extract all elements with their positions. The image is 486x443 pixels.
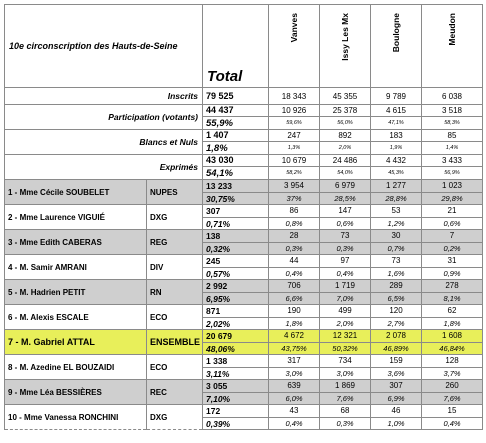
candidate-row — [5, 230, 483, 243]
candidate-pct-total: 48,06% — [203, 343, 269, 355]
candidate-total: 13 233 — [203, 180, 269, 193]
candidate-total: 138 — [203, 230, 269, 243]
candidate-name: Samir AMRANI — [30, 262, 87, 272]
candidate-value: 31 — [422, 255, 483, 268]
candidate-pct: 0,4% — [269, 268, 320, 280]
candidate-pct-total: 0,71% — [203, 218, 269, 230]
candidate-value: 68 — [320, 405, 371, 418]
candidate-name-cell — [5, 180, 147, 205]
summary-pct: 59,6% — [269, 117, 320, 130]
candidate-value: 317 — [269, 355, 320, 368]
candidate-title: M. — [19, 262, 29, 272]
candidate-name: Alexis ESCALE — [30, 312, 89, 322]
candidate-total: 2 992 — [203, 280, 269, 293]
candidate-number: 2 - — [8, 212, 18, 222]
summary-value: 3 433 — [422, 155, 483, 167]
candidate-row — [5, 180, 483, 193]
summary-total: 79 525 — [203, 88, 269, 105]
candidate-name-cell — [5, 380, 147, 405]
candidate-value: 43 — [269, 405, 320, 418]
candidate-title: Mme — [19, 187, 38, 197]
candidate-party: RN — [147, 280, 203, 305]
candidate-pct: 0,9% — [422, 268, 483, 280]
candidate-party: DXG — [147, 405, 203, 430]
summary-value: 10 926 — [269, 105, 320, 117]
candidate-total: 3 055 — [203, 380, 269, 393]
candidate-title: Mme — [19, 387, 38, 397]
candidate-pct: 1,8% — [269, 318, 320, 330]
candidate-value: 1 719 — [320, 280, 371, 293]
summary-pct: 54,0% — [320, 167, 371, 180]
candidate-value: 706 — [269, 280, 320, 293]
summary-pct: 47,1% — [371, 117, 422, 130]
candidate-party: ECO — [147, 355, 203, 380]
summary-pct: 1,3% — [269, 142, 320, 155]
candidate-value: 3 954 — [269, 180, 320, 193]
candidate-number: 4 - — [8, 262, 18, 272]
candidate-number: 8 - — [8, 362, 18, 372]
summary-pct-total: 55,9% — [203, 117, 269, 130]
summary-value: 4 432 — [371, 155, 422, 167]
candidate-pct: 0,6% — [422, 218, 483, 230]
candidate-party: DIV — [147, 255, 203, 280]
candidate-pct: 6,5% — [371, 293, 422, 305]
candidate-title: M. — [19, 362, 29, 372]
summary-pct-total: 1,8% — [203, 142, 269, 155]
candidate-value: 1 023 — [422, 180, 483, 193]
summary-value: 85 — [422, 130, 483, 142]
candidate-name: Edith CABERAS — [40, 237, 102, 247]
candidate-value: 73 — [320, 230, 371, 243]
candidate-pct-total: 6,95% — [203, 293, 269, 305]
candidate-pct: 37% — [269, 193, 320, 205]
summary-label: Blancs et Nuls — [5, 130, 203, 155]
summary-value: 183 — [371, 130, 422, 142]
candidate-name: Léa BESSIÈRES — [40, 387, 102, 397]
summary-pct: 58,3% — [422, 117, 483, 130]
candidate-pct: 28,8% — [371, 193, 422, 205]
candidate-pct-total: 0,32% — [203, 243, 269, 255]
candidate-title: M. — [19, 312, 29, 322]
candidate-pct: 2,7% — [371, 318, 422, 330]
summary-label: Inscrits — [5, 88, 203, 105]
candidate-value: 4 672 — [269, 330, 320, 343]
candidate-value: 128 — [422, 355, 483, 368]
summary-pct: 45,3% — [371, 167, 422, 180]
candidate-number: 1 - — [8, 187, 18, 197]
candidate-value: 1 869 — [320, 380, 371, 393]
candidate-value: 46 — [371, 405, 422, 418]
candidate-pct: 8,1% — [422, 293, 483, 305]
candidate-value: 120 — [371, 305, 422, 318]
summary-pct: 58,2% — [269, 167, 320, 180]
candidate-pct-total: 30,75% — [203, 193, 269, 205]
header-row — [5, 5, 483, 88]
candidate-total: 245 — [203, 255, 269, 268]
summary-value: 10 679 — [269, 155, 320, 167]
summary-value: 892 — [320, 130, 371, 142]
summary-value: 25 378 — [320, 105, 371, 117]
summary-pct: 1,9% — [371, 142, 422, 155]
candidate-value: 86 — [269, 205, 320, 218]
candidate-value: 734 — [320, 355, 371, 368]
candidate-row — [5, 355, 483, 368]
candidate-pct: 1,2% — [371, 218, 422, 230]
summary-value: 4 615 — [371, 105, 422, 117]
candidate-party: NUPES — [147, 180, 203, 205]
summary-row — [5, 105, 483, 117]
candidate-title: Mme — [24, 412, 43, 422]
candidate-value: 15 — [422, 405, 483, 418]
candidate-value: 30 — [371, 230, 422, 243]
candidate-total: 871 — [203, 305, 269, 318]
summary-pct: 2,0% — [320, 142, 371, 155]
candidate-value: 97 — [320, 255, 371, 268]
summary-value: 9 789 — [371, 88, 422, 105]
candidate-number: 5 - — [8, 287, 18, 297]
candidate-pct: 0,4% — [269, 418, 320, 430]
table-title: 10e circonscription des Hauts-de-Seine — [5, 5, 203, 88]
summary-value: 247 — [269, 130, 320, 142]
candidate-value: 44 — [269, 255, 320, 268]
summary-pct: 56,0% — [320, 117, 371, 130]
summary-label: Participation (votants) — [5, 105, 203, 130]
candidate-value: 62 — [422, 305, 483, 318]
candidate-row — [5, 305, 483, 318]
candidate-value: 289 — [371, 280, 422, 293]
candidate-value: 2 078 — [371, 330, 422, 343]
candidate-pct: 2,0% — [320, 318, 371, 330]
candidate-name: Cécile SOUBELET — [40, 187, 110, 197]
candidate-value: 12 321 — [320, 330, 371, 343]
candidate-pct: 0,3% — [269, 243, 320, 255]
candidate-title: M. — [19, 287, 29, 297]
candidate-row — [5, 280, 483, 293]
candidate-pct: 29,8% — [422, 193, 483, 205]
candidate-value: 1 608 — [422, 330, 483, 343]
candidate-pct: 6,6% — [269, 293, 320, 305]
candidate-pct: 1,0% — [371, 418, 422, 430]
candidate-pct: 3,6% — [371, 368, 422, 380]
summary-total: 43 030 — [203, 155, 269, 167]
summary-row — [5, 130, 483, 142]
candidate-name: Hadrien PETIT — [30, 287, 86, 297]
candidate-name-cell — [5, 205, 147, 230]
summary-value: 3 518 — [422, 105, 483, 117]
candidate-number: 7 - — [8, 337, 19, 347]
candidate-name-cell — [5, 230, 147, 255]
candidate-pct: 1,8% — [422, 318, 483, 330]
candidate-pct: 1,6% — [371, 268, 422, 280]
candidate-total: 307 — [203, 205, 269, 218]
candidate-value: 499 — [320, 305, 371, 318]
summary-value: 45 355 — [320, 88, 371, 105]
candidate-name-cell — [5, 305, 147, 330]
candidate-value: 190 — [269, 305, 320, 318]
candidate-pct-total: 3,11% — [203, 368, 269, 380]
candidate-value: 260 — [422, 380, 483, 393]
candidate-pct: 28,5% — [320, 193, 371, 205]
candidate-number: 10 - — [8, 412, 22, 422]
candidate-pct: 0,4% — [422, 418, 483, 430]
summary-value: 18 343 — [269, 88, 320, 105]
summary-total: 1 407 — [203, 130, 269, 142]
candidate-number: 6 - — [8, 312, 18, 322]
candidate-value: 278 — [422, 280, 483, 293]
candidate-pct-total: 2,02% — [203, 318, 269, 330]
commune-header-boulogne: Boulogne — [371, 5, 422, 88]
candidate-total: 1 338 — [203, 355, 269, 368]
candidate-value: 307 — [371, 380, 422, 393]
candidate-row — [5, 405, 483, 418]
candidate-pct: 6,0% — [269, 393, 320, 405]
candidate-party: ENSEMBLE — [147, 330, 203, 355]
commune-header-issy: Issy Les Mx — [320, 5, 371, 88]
candidate-name: Vanessa RONCHINI — [44, 412, 119, 422]
candidate-pct-total: 0,39% — [203, 418, 269, 430]
candidate-pct: 0,8% — [269, 218, 320, 230]
candidate-name: Laurence VIGUIÉ — [40, 212, 105, 222]
candidate-name-cell — [5, 255, 147, 280]
candidate-pct: 0,4% — [320, 268, 371, 280]
candidate-name-cell — [5, 280, 147, 305]
candidate-title: Mme — [19, 212, 38, 222]
summary-value: 24 486 — [320, 155, 371, 167]
candidate-row — [5, 205, 483, 218]
candidate-name-cell — [5, 355, 147, 380]
candidate-row — [5, 330, 483, 343]
candidate-party: REC — [147, 380, 203, 405]
candidate-pct: 46,89% — [371, 343, 422, 355]
candidate-pct: 3,0% — [269, 368, 320, 380]
candidate-value: 73 — [371, 255, 422, 268]
candidate-value: 7 — [422, 230, 483, 243]
candidate-pct: 7,0% — [320, 293, 371, 305]
candidate-title: M. — [21, 337, 32, 347]
candidate-value: 147 — [320, 205, 371, 218]
candidate-pct: 6,9% — [371, 393, 422, 405]
candidate-pct: 43,75% — [269, 343, 320, 355]
candidate-party: REG — [147, 230, 203, 255]
candidate-pct: 46,84% — [422, 343, 483, 355]
candidate-pct-total: 0,57% — [203, 268, 269, 280]
candidate-name: Gabriel ATTAL — [33, 337, 95, 347]
summary-row — [5, 155, 483, 167]
results-sheet — [4, 4, 482, 439]
candidate-pct-total: 7,10% — [203, 393, 269, 405]
summary-row — [5, 88, 483, 105]
results-table — [4, 4, 483, 430]
candidate-value: 21 — [422, 205, 483, 218]
summary-label: Exprimés — [5, 155, 203, 180]
candidate-pct: 0,2% — [422, 243, 483, 255]
candidate-value: 639 — [269, 380, 320, 393]
commune-header-vanves: Vanves — [269, 5, 320, 88]
summary-pct: 1,4% — [422, 142, 483, 155]
commune-header-meudon: Meudon — [422, 5, 483, 88]
candidate-pct: 0,7% — [371, 243, 422, 255]
candidate-value: 159 — [371, 355, 422, 368]
candidate-number: 9 - — [8, 387, 18, 397]
summary-pct-total: 54,1% — [203, 167, 269, 180]
total-header: Total — [203, 5, 269, 88]
candidate-pct: 3,0% — [320, 368, 371, 380]
candidate-row — [5, 255, 483, 268]
summary-total: 44 437 — [203, 105, 269, 117]
candidate-title: Mme — [19, 237, 38, 247]
candidate-number: 3 - — [8, 237, 18, 247]
candidate-pct: 0,6% — [320, 218, 371, 230]
candidate-name: Azedine EL BOUZAIDI — [30, 362, 115, 372]
candidate-value: 28 — [269, 230, 320, 243]
candidate-pct: 7,6% — [422, 393, 483, 405]
candidate-party: ECO — [147, 305, 203, 330]
candidate-pct: 0,3% — [320, 243, 371, 255]
candidate-pct: 50,32% — [320, 343, 371, 355]
candidate-total: 20 679 — [203, 330, 269, 343]
candidate-pct: 0,3% — [320, 418, 371, 430]
results-table-body — [5, 5, 483, 430]
candidate-value: 53 — [371, 205, 422, 218]
candidate-name-cell — [5, 405, 147, 430]
summary-value: 6 038 — [422, 88, 483, 105]
candidate-party: DXG — [147, 205, 203, 230]
candidate-row — [5, 380, 483, 393]
summary-pct: 56,9% — [422, 167, 483, 180]
candidate-value: 1 277 — [371, 180, 422, 193]
candidate-value: 6 979 — [320, 180, 371, 193]
candidate-total: 172 — [203, 405, 269, 418]
candidate-pct: 7,6% — [320, 393, 371, 405]
candidate-pct: 3,7% — [422, 368, 483, 380]
candidate-name-cell — [5, 330, 147, 355]
